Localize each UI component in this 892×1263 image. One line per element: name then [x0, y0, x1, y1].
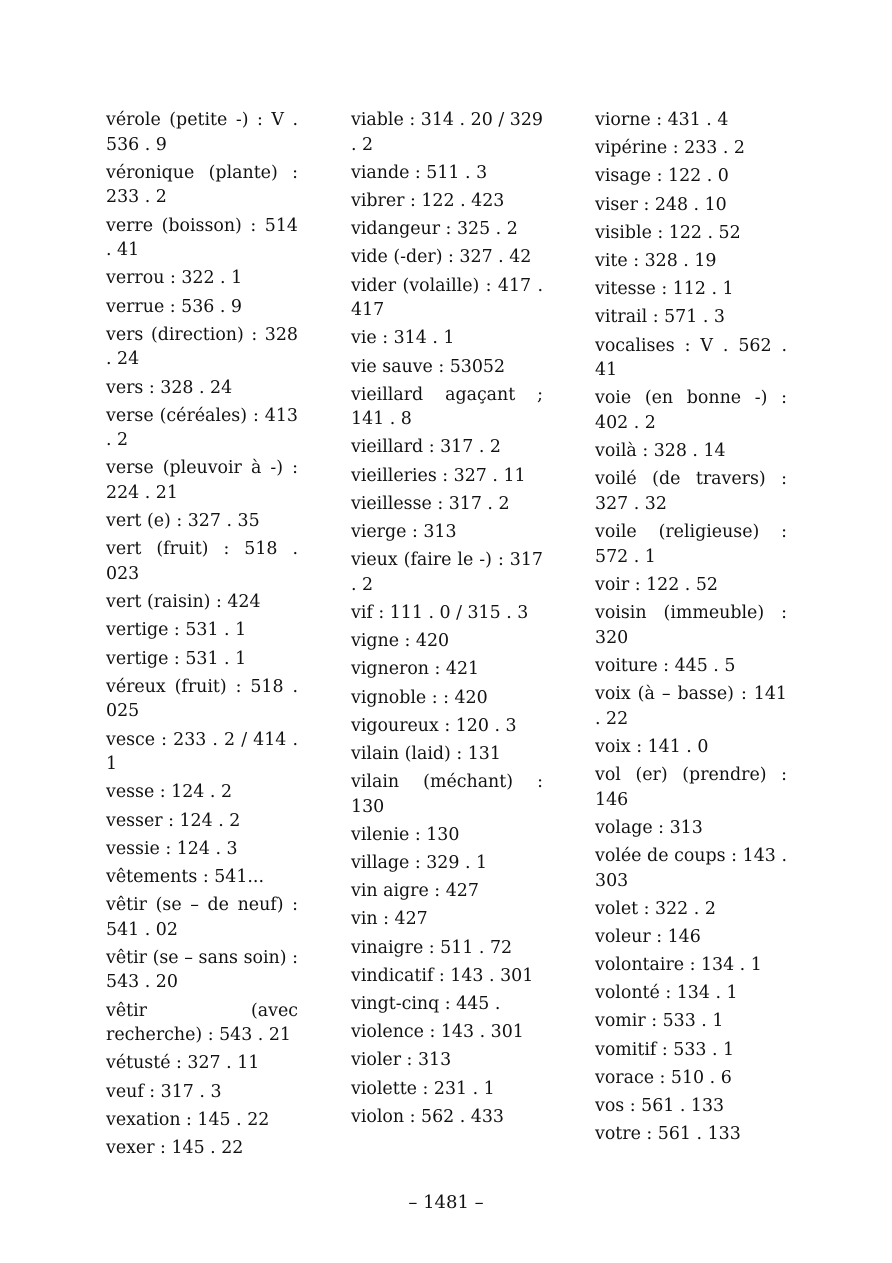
- page-number: – 1481 –: [408, 1192, 484, 1213]
- index-entry: vêtir (se – de neuf) : 541 . 02: [106, 895, 298, 940]
- index-entry: vie : 314 . 1: [351, 328, 455, 349]
- index-entry: vif : 111 . 0 / 315 . 3: [351, 603, 529, 623]
- index-entry: vexation : 145 . 22: [106, 1109, 270, 1130]
- index-entry: verre (boisson) : 514 . 41: [106, 215, 298, 261]
- index-entry: vilain (laid) : 131: [351, 743, 501, 764]
- index-entry: vêtir (se – sans soin) : 543 . 20: [106, 947, 298, 993]
- index-entry: vindicatif : 143 . 301: [351, 965, 534, 986]
- index-entry: vieillesse : 317 . 2: [351, 493, 510, 514]
- index-column-1: [106, 108, 298, 1164]
- index-entry: vigne : 420: [351, 631, 450, 652]
- index-entry: vinaigre : 511 . 72: [351, 937, 513, 958]
- index-entry: volet : 322 . 2: [595, 898, 716, 919]
- index-entry: vocalises : V . 562 . 41: [595, 335, 787, 381]
- index-entry: voile (religieuse) : 572 . 1: [595, 522, 787, 567]
- index-entry: vol (er) (prendre) : 146: [595, 764, 787, 810]
- index-entry: violette : 231 . 1: [351, 1078, 495, 1099]
- index-entry: vers : 328 . 24: [106, 377, 233, 398]
- index-entry: vesser : 124 . 2: [106, 810, 241, 831]
- index-entry: vignoble : : 420: [351, 687, 488, 708]
- index-entry: volonté : 134 . 1: [595, 983, 738, 1004]
- index-entry: voilé (de travers) : 327 . 32: [595, 469, 787, 514]
- index-entry: violon : 562 . 433: [351, 1106, 504, 1127]
- index-column-2: [351, 108, 543, 1133]
- index-entry: vieilleries : 327 . 11: [351, 465, 526, 486]
- index-entry: vomir : 533 . 1: [595, 1011, 724, 1032]
- index-entry: véronique (plante) : 233 . 2: [106, 162, 298, 208]
- index-entry: voix (à – basse) : 141 . 22: [595, 683, 787, 729]
- index-entry: vers (direction) : 328 . 24: [106, 324, 298, 370]
- index-entry: viorne : 431 . 4: [595, 110, 729, 130]
- index-entry: véreux (fruit) : 518 . 025: [106, 676, 298, 722]
- index-entry: viande : 511 . 3: [351, 162, 488, 183]
- index-entry: vert (e) : 327 . 35: [106, 511, 260, 532]
- index-entry: votre : 561 . 133: [595, 1124, 741, 1145]
- index-entry: vêtir (avec recherche) : 543 . 21: [106, 1000, 298, 1046]
- index-entry: vin : 427: [351, 909, 428, 930]
- index-entry: vitrail : 571 . 3: [595, 307, 725, 328]
- index-entry: voiture : 445 . 5: [595, 655, 736, 676]
- index-column-3: [595, 108, 787, 1150]
- index-entry: vider (volaille) : 417 . 417: [351, 275, 543, 321]
- index-entry: veuf : 317 . 3: [106, 1081, 222, 1102]
- index-entry: vieillard agaçant ; 141 . 8: [351, 384, 543, 430]
- index-entry: vite : 328 . 19: [595, 250, 717, 271]
- index-entry: vigneron : 421: [351, 659, 480, 680]
- index-entry: vert (fruit) : 518 . 023: [106, 539, 298, 585]
- index-entry: voir : 122 . 52: [595, 574, 718, 595]
- index-entry: viser : 248 . 10: [595, 194, 727, 215]
- index-entry: visage : 122 . 0: [595, 166, 729, 187]
- index-entry: vin aigre : 427: [351, 881, 479, 902]
- index-entry: volée de coups : 143 . 303: [595, 845, 787, 891]
- index-entry: vipérine : 233 . 2: [595, 138, 745, 159]
- index-entry: vingt-cinq : 445 .: [351, 994, 501, 1015]
- index-entry: verse (pleuvoir à -) : 224 . 21: [106, 458, 298, 504]
- index-entry: vertige : 531 . 1: [106, 620, 247, 641]
- index-entry: visible : 122 . 52: [595, 222, 741, 243]
- index-entry: vide (-der) : 327 . 42: [351, 247, 532, 268]
- index-entry: vétusté : 327 . 11: [106, 1053, 260, 1074]
- index-entry: vie sauve : 53052: [351, 356, 506, 377]
- index-entry: vesce : 233 . 2 / 414 . 1: [106, 729, 298, 775]
- index-entry: volage : 313: [595, 817, 703, 838]
- index-entry: vierge : 313: [351, 522, 457, 543]
- index-entry: vert (raisin) : 424: [106, 592, 261, 613]
- index-entry: volontaire : 134 . 1: [595, 955, 762, 976]
- index-entry: vigoureux : 120 . 3: [351, 715, 517, 736]
- index-entry: vorace : 510 . 6: [595, 1067, 732, 1088]
- index-entry: vérole (petite -) : V . 536 . 9: [106, 110, 298, 155]
- index-entry: vomitif : 533 . 1: [595, 1039, 735, 1060]
- index-entry: vexer : 145 . 22: [106, 1138, 244, 1158]
- index-entry: viable : 314 . 20 / 329 . 2: [351, 110, 543, 155]
- index-entry: violer : 313: [351, 1050, 452, 1071]
- index-entry: violence : 143 . 301: [351, 1022, 524, 1043]
- index-entry: voisin (immeuble) : 320: [595, 603, 787, 648]
- index-entry: village : 329 . 1: [351, 853, 488, 874]
- index-entry: verrou : 322 . 1: [106, 268, 243, 289]
- index-entry: vessie : 124 . 3: [106, 838, 238, 859]
- index-entry: voie (en bonne -) : 402 . 2: [595, 388, 787, 433]
- index-entry: verse (céréales) : 413 . 2: [106, 405, 298, 451]
- index-entry: vilenie : 130: [351, 824, 460, 845]
- index-entry: voleur : 146: [595, 926, 701, 947]
- index-entry: vilain (méchant) : 130: [351, 772, 543, 817]
- index-entry: vitesse : 112 . 1: [595, 279, 734, 300]
- index-entry: vesse : 124 . 2: [106, 782, 233, 803]
- index-entry: voix : 141 . 0: [595, 736, 709, 757]
- index-entry: vibrer : 122 . 423: [351, 190, 505, 211]
- index-entry: verrue : 536 . 9: [106, 296, 242, 317]
- index-entry: vertige : 531 . 1: [106, 648, 247, 669]
- index-entry: voilà : 328 . 14: [595, 441, 726, 462]
- index-entry: vos : 561 . 133: [595, 1096, 725, 1116]
- index-entry: vieillard : 317 . 2: [351, 437, 501, 458]
- index-entry: vidangeur : 325 . 2: [351, 219, 518, 240]
- index-entry: vêtements : 541...: [106, 866, 264, 887]
- index-entry: vieux (faire le -) : 317 . 2: [351, 550, 543, 595]
